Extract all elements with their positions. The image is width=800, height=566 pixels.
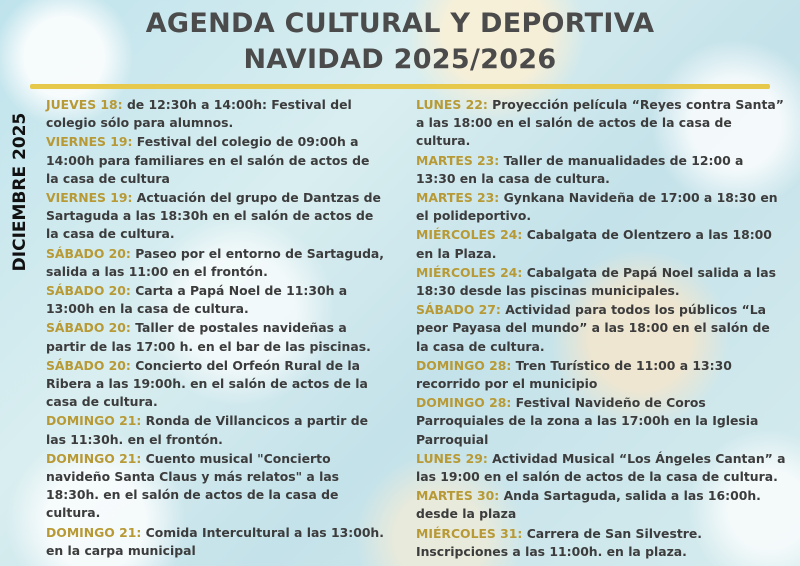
event-day: DOMINGO 21: bbox=[46, 524, 142, 540]
event-text: Proyección película “Reyes contra Santa” a las 18:00 en el salón de actos de la casa de cultura. bbox=[416, 97, 784, 149]
month-label-text: DICIEMBRE 2025 bbox=[10, 112, 30, 272]
event-item bbox=[416, 96, 786, 151]
event-day: SÁBADO 20: bbox=[46, 283, 131, 299]
event-item bbox=[416, 226, 786, 262]
event-item bbox=[416, 394, 786, 449]
event-item bbox=[416, 189, 786, 225]
event-item bbox=[416, 357, 786, 393]
event-text: Comida Intercultural a las 13:00h. en la carpa municipal bbox=[46, 524, 384, 558]
event-day: VIERNES 19: bbox=[46, 134, 133, 150]
event-day: MIÉRCOLES 24: bbox=[416, 264, 523, 280]
event-day: DOMINGO 28: bbox=[416, 357, 512, 373]
event-text: Taller de manualidades de 12:00 a 13:30 en la casa de cultura. bbox=[416, 152, 744, 186]
event-text: Actuación del grupo de Dantzas de Sartaguda a las 18:30h en el salón de actos de la casa de cultura. bbox=[46, 190, 381, 242]
event-item bbox=[46, 133, 384, 188]
event-item bbox=[46, 96, 384, 132]
event-item bbox=[416, 152, 786, 188]
event-text: Concierto del Orfeón Rural de la Ribera a las 19:00h. en el salón de actos de la casa de cultura. bbox=[46, 357, 368, 410]
event-day: MARTES 30: bbox=[416, 488, 500, 504]
event-day: LUNES 29: bbox=[416, 450, 488, 466]
event-item bbox=[46, 450, 384, 523]
event-day: MARTES 23: bbox=[416, 190, 500, 206]
event-text: Actividad para todos los públicos “La peor Payasa del mundo” a las 18:00 en el salón de la casa de cultura. bbox=[416, 302, 770, 354]
event-day: VIERNES 19: bbox=[46, 190, 133, 206]
event-item bbox=[416, 525, 786, 561]
event-day: DOMINGO 28: bbox=[416, 395, 512, 411]
event-text: Carrera de San Silvestre. Inscripciones a las 11:00h. en la plaza. bbox=[416, 525, 702, 559]
event-text: Carta a Papá Noel de 11:30h a 13:00h en la casa de cultura. bbox=[46, 283, 348, 317]
event-text: Paseo por el entorno de Sartaguda, salida a las 11:00 en el frontón. bbox=[46, 245, 385, 279]
event-day: SÁBADO 27: bbox=[416, 302, 501, 318]
event-day: DOMINGO 21: bbox=[46, 413, 142, 429]
page-title-line1: AGENDA CULTURAL Y DEPORTIVA bbox=[145, 8, 655, 39]
event-text: Cuento musical "Concierto navideño Santa Claus y más relatos" a las 18:30h. en el salón de actos de la casa de cultura. bbox=[46, 450, 340, 521]
event-day: MIÉRCOLES 31: bbox=[416, 525, 523, 541]
event-item bbox=[46, 189, 384, 244]
event-item bbox=[46, 282, 384, 318]
right-event-column bbox=[416, 96, 786, 562]
event-text: Actividad Musical “Los Ángeles Cantan” a las 19:00 en el salón de actos de la casa de cultura. bbox=[416, 450, 786, 485]
event-text: Cabalgata de Papá Noel salida a las 18:30 desde las piscinas municipales. bbox=[416, 264, 776, 299]
event-item bbox=[46, 412, 384, 448]
event-text: Taller de postales navideñas a partir de las 17:00 h. en el bar de las piscinas. bbox=[46, 320, 371, 354]
event-day: SÁBADO 20: bbox=[46, 245, 131, 261]
event-item bbox=[416, 487, 786, 523]
event-day: SÁBADO 20: bbox=[46, 357, 131, 373]
event-item bbox=[46, 245, 384, 281]
event-text: de 12:30h a 14:00h: Festival del colegio sólo para alumnos. bbox=[46, 97, 352, 131]
event-text: Gynkana Navideña de 17:00 a 18:30 en el polideportivo. bbox=[416, 190, 778, 224]
event-day: MIÉRCOLES 24: bbox=[416, 227, 523, 243]
event-text: Festival Navideño de Coros Parroquiales de la zona a las 17:00h en la Iglesia Parroquial bbox=[416, 395, 759, 447]
event-text: Tren Turístico de 11:00 a 13:30 recorrido por el municipio bbox=[416, 357, 732, 392]
event-day: MARTES 23: bbox=[416, 152, 500, 168]
event-day: DOMINGO 21: bbox=[46, 450, 142, 466]
event-item bbox=[46, 524, 384, 560]
event-item bbox=[416, 450, 786, 486]
event-text: Festival del colegio de 09:00h a 14:00h para familiares en el salón de actos de la casa de cultura bbox=[46, 134, 370, 186]
event-item bbox=[416, 264, 786, 300]
event-text: Ronda de Villancicos a partir de las 11:30h. en el frontón. bbox=[46, 413, 368, 447]
event-day: JUEVES 18: bbox=[46, 97, 123, 112]
event-item bbox=[46, 319, 384, 355]
event-item bbox=[46, 357, 384, 412]
title-underline bbox=[30, 84, 770, 89]
event-day: LUNES 22: bbox=[416, 97, 488, 112]
event-text: Cabalgata de Olentzero a las 18:00 en la Plaza. bbox=[416, 227, 772, 261]
event-text: Anda Sartaguda, salida a las 16:00h. desde la plaza bbox=[416, 488, 761, 522]
month-label bbox=[0, 92, 40, 292]
event-day: SÁBADO 20: bbox=[46, 320, 131, 336]
event-item bbox=[416, 301, 786, 356]
left-event-column bbox=[46, 96, 384, 561]
page-title-line2: NAVIDAD 2025/2026 bbox=[243, 44, 557, 75]
